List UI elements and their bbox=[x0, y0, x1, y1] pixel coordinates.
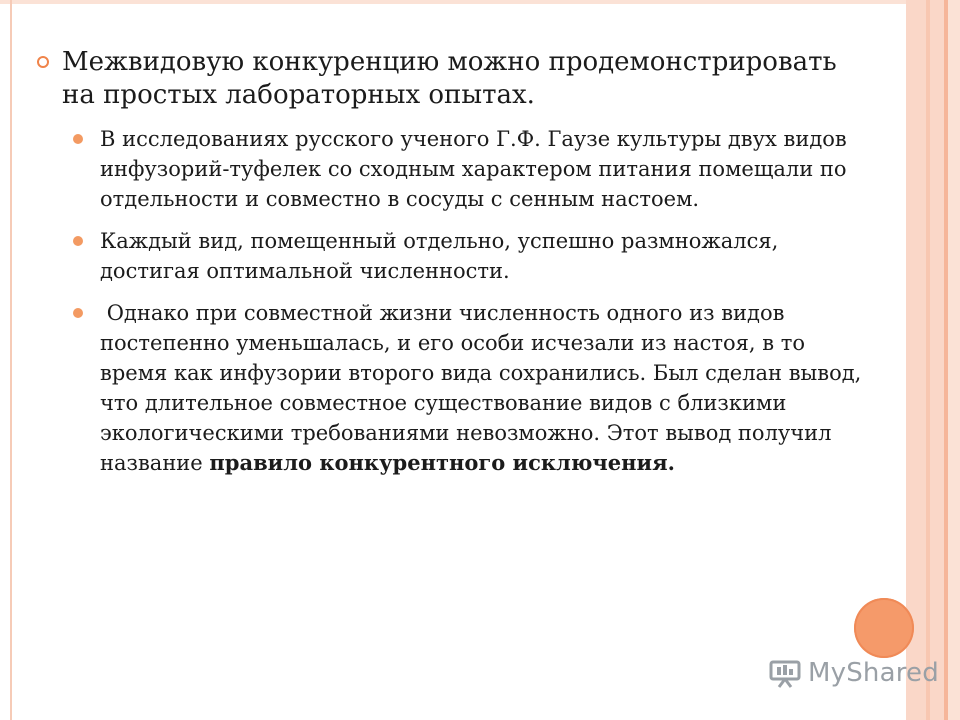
dot-bullet-icon bbox=[73, 308, 83, 318]
watermark-text: MyShared bbox=[808, 658, 939, 688]
bullet-text: Однако при совместной жизни численность одного из видов постепенно уменьшалась, и его особи исчезали из настоя, в то время как инфузории второго вида сохранились. Был сделан вывод, что длительное совместное существование видов с близкими экологическими требованиями невозможно. Этот вывод получил название bbox=[100, 301, 869, 475]
list-item bbox=[36, 124, 876, 214]
decorative-circle bbox=[854, 598, 914, 658]
list-item bbox=[36, 298, 876, 478]
bullet-bold-term: правило конкурентного исключения. bbox=[209, 450, 675, 475]
bullet-text: В исследованиях русского ученого Г.Ф. Гаузе культуры двух видов инфузорий-туфелек со сходным характером питания помещали по отдельности и совместно в сосуды с сенным настоем. bbox=[100, 127, 847, 211]
heading-bullet-item bbox=[36, 46, 876, 112]
dot-bullet-icon bbox=[73, 236, 83, 246]
top-border bbox=[0, 0, 960, 4]
dot-bullet-icon bbox=[73, 134, 83, 144]
list-item bbox=[36, 226, 876, 286]
watermark[interactable] bbox=[768, 656, 939, 690]
presentation-board-icon bbox=[768, 658, 802, 688]
ring-bullet-icon bbox=[37, 56, 49, 68]
sub-bullet-list bbox=[36, 124, 876, 478]
right-stripe bbox=[930, 0, 944, 720]
right-stripe bbox=[948, 0, 960, 720]
bullet-text: Каждый вид, помещенный отдельно, успешно размножался, достигая оптимальной численности. bbox=[100, 229, 779, 283]
left-border bbox=[10, 0, 12, 720]
slide-content bbox=[36, 46, 876, 490]
slide-heading: Межвидовую конкуренцию можно продемонстрировать на простых лабораторных опытах. bbox=[62, 47, 837, 110]
